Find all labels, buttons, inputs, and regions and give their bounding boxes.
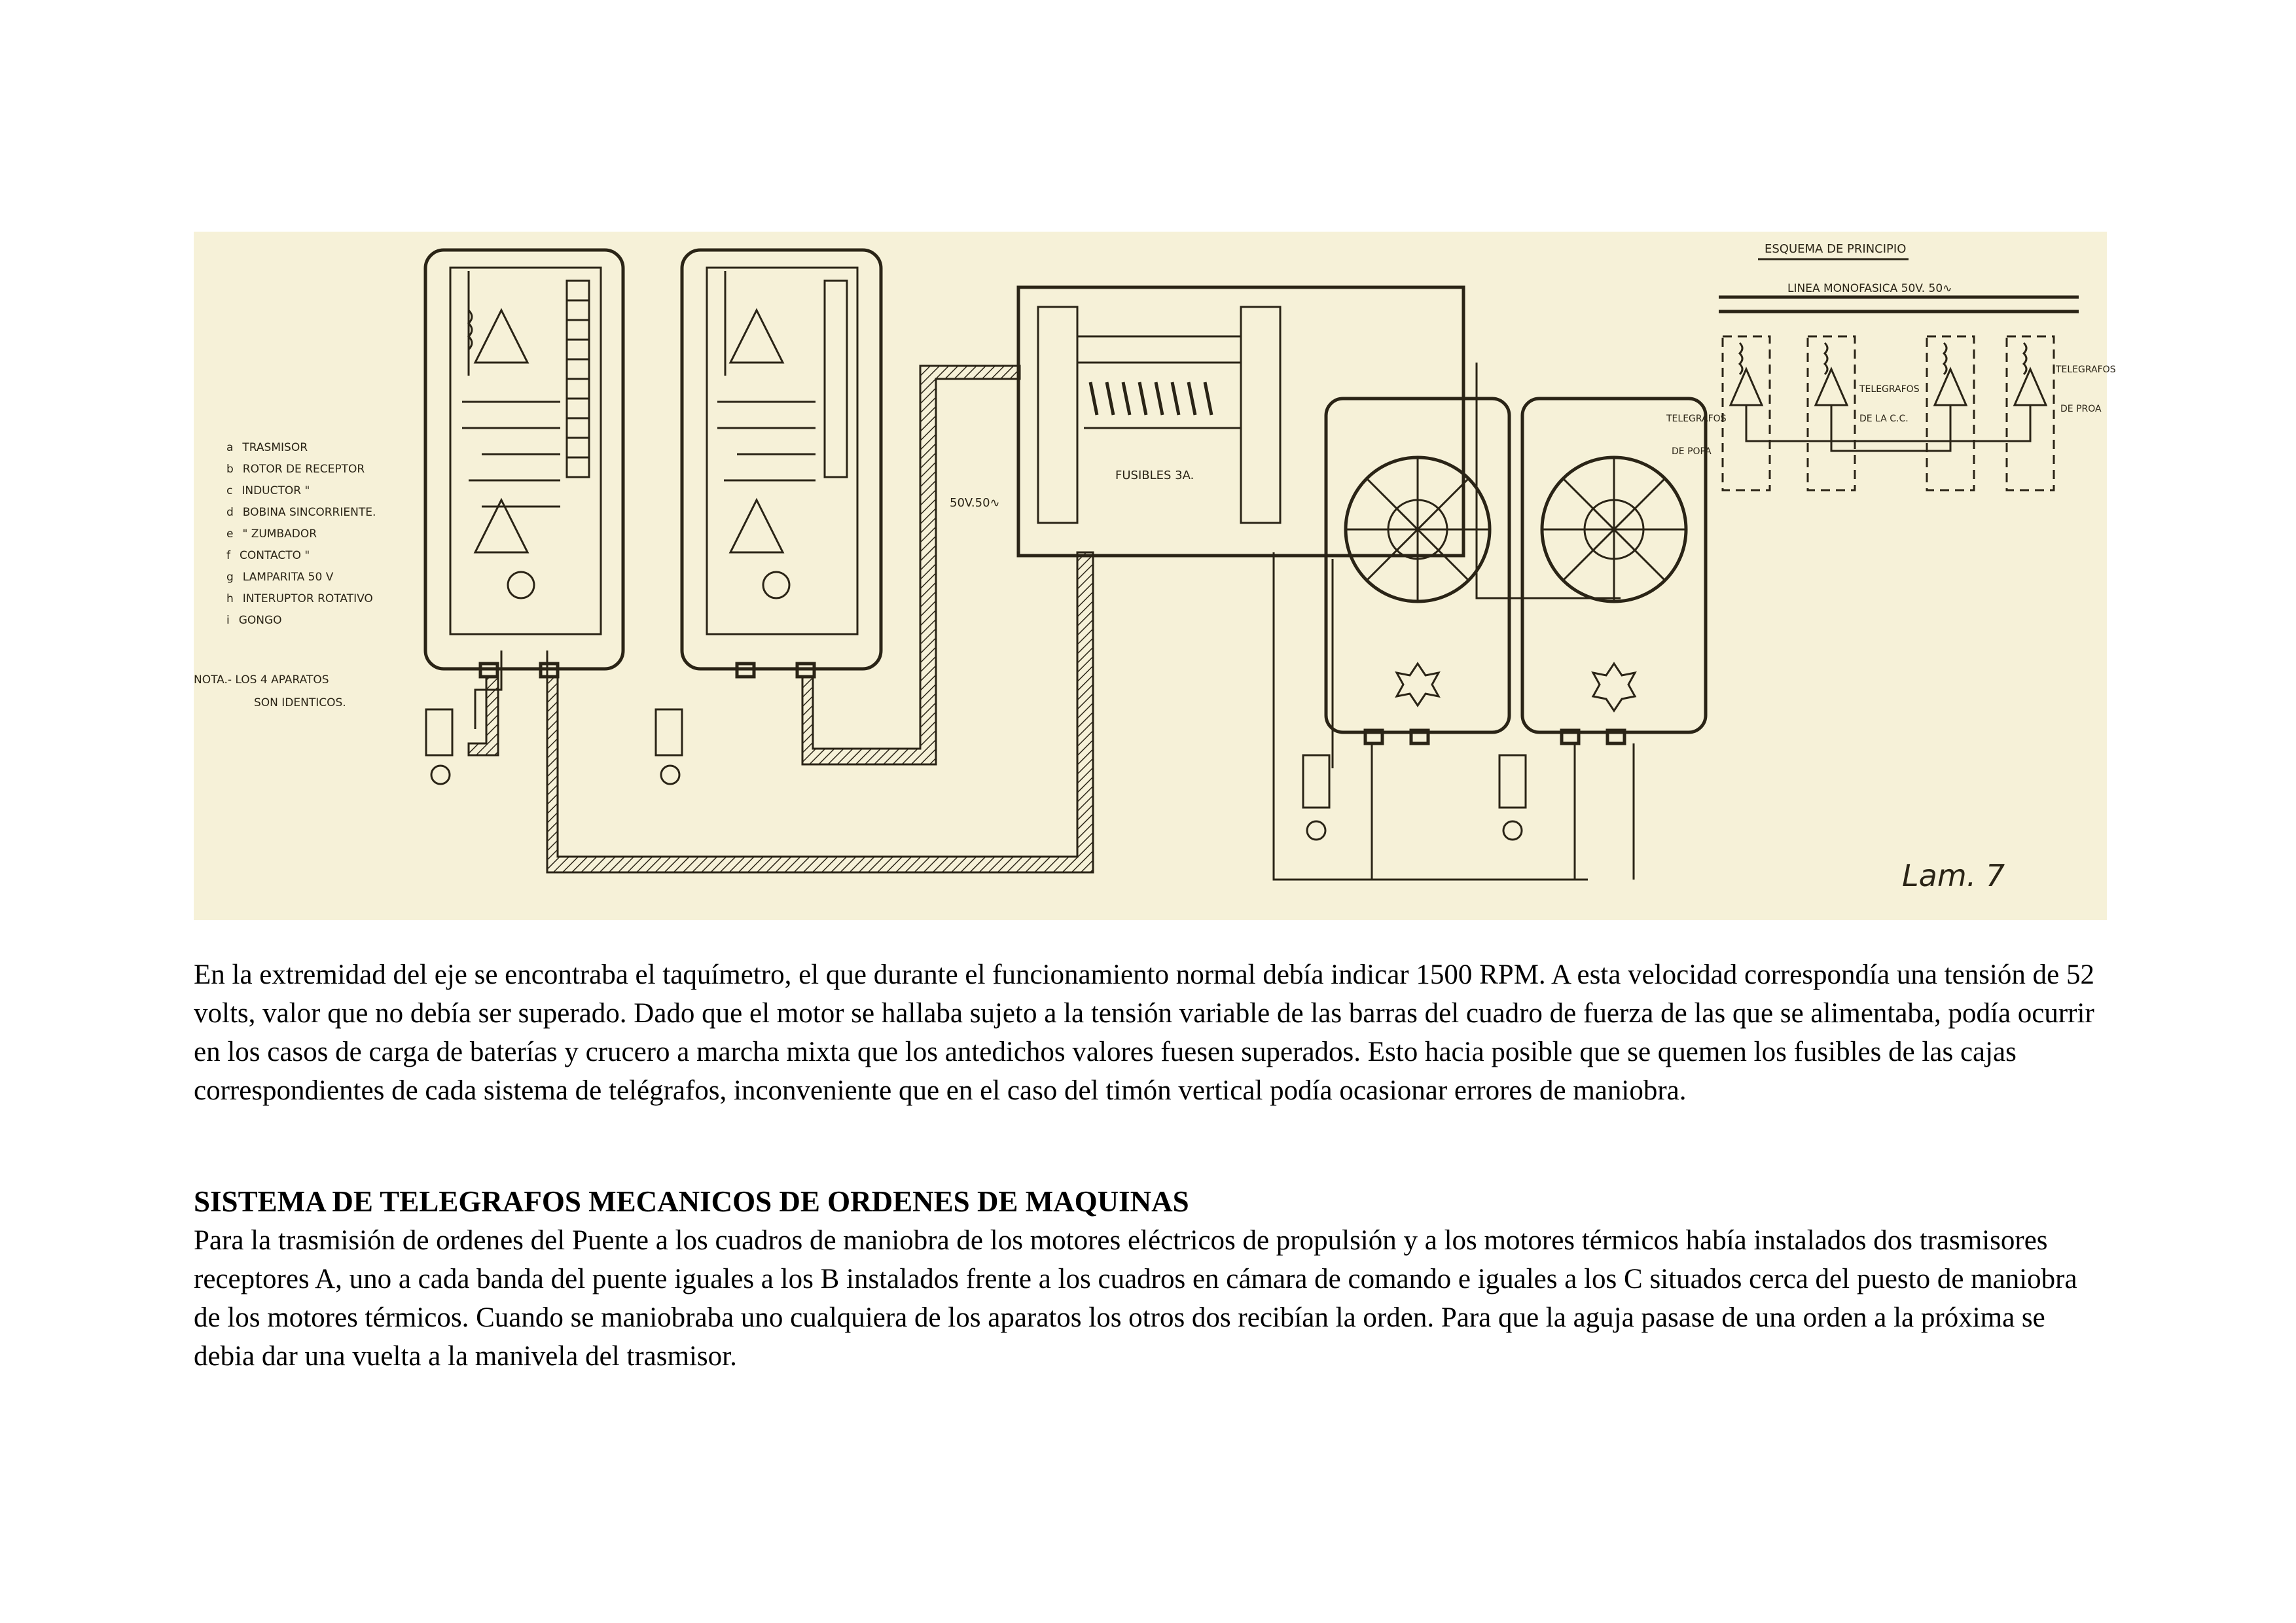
svg-text:cINDUCTOR ": c INDUCTOR " (226, 484, 310, 497)
wiring-diagram (194, 232, 2116, 920)
gong-1 (426, 709, 452, 784)
principle-middle-label-2: DE LA C.C. (1859, 414, 1909, 424)
fuse-box (1018, 287, 1463, 556)
svg-text:e" ZUMBADOR: e " ZUMBADOR (226, 527, 317, 541)
svg-text:iGONGO: i GONGO (226, 614, 282, 627)
principle-schematic (1666, 242, 2116, 490)
principle-right-label-2: DE PROA (2060, 404, 2102, 414)
gong-2 (656, 709, 682, 784)
svg-text:gLAMPARITA 50 V: g LAMPARITA 50 V (226, 571, 334, 584)
svg-text:bROTOR DE RECEPTOR: b ROTOR DE RECEPTOR (226, 463, 365, 476)
supply-label: 50V.50∿ (950, 496, 1000, 510)
svg-text:aTRASMISOR: a TRASMISOR (226, 441, 308, 454)
telegraph-unit-1 (425, 250, 623, 784)
principle-middle-label-1: TELEGRAFOS (1859, 384, 1920, 395)
svg-text:hINTERUPTOR ROTATIVO: h INTERUPTOR ROTATIVO (226, 592, 373, 605)
cable-runs (469, 366, 1093, 872)
section-heading: SISTEMA DE TELEGRAFOS MECANICOS DE ORDENES DE MAQUINAS (194, 1185, 1189, 1218)
note-line-2: SON IDENTICOS. (254, 696, 346, 709)
fuses (1090, 382, 1211, 415)
principle-left-label-1: TELEGRAFOS (1666, 414, 1727, 424)
svg-text:fCONTACTO ": f CONTACTO " (226, 549, 310, 562)
plate-number: Lam. 7 (1902, 858, 2005, 893)
principle-right-label-1: TELEGRAFOS (2056, 365, 2116, 375)
svg-text:dBOBINA SINCORRIENTE.: d BOBINA SINCORRIENTE. (226, 506, 376, 519)
indicator-panel-2 (1372, 399, 1706, 880)
rotary-switch-1 (508, 572, 534, 598)
terminal-block-1 (567, 281, 589, 477)
note-line-1: NOTA.- LOS 4 APARATOS (194, 673, 329, 687)
principle-line-label: LINEA MONOFASICA 50V. 50∿ (1787, 282, 1952, 295)
principle-left-label-2: DE POPA (1672, 446, 1712, 457)
wiring-diagram-plate (194, 232, 2116, 920)
body-paragraph-2: Para la trasmisión de ordenes del Puente a los cuadros de maniobra de los motores eléctricos de propulsión y a los motores térmicos había instalados dos trasmisores receptores A, uno a cada banda del puente iguales a los B instalados frente a los cuadros en cámara de comando e iguales a los C situados cerca del puesto de maniobra de los motores térmicos. Cuando se maniobraba uno cualquiera de los aparatos los otros dos recibían la orden. Para que la aguja pasase de una orden a la próxima se debia dar una vuelta a la manivela del trasmisor. (194, 1225, 2077, 1372)
legend (226, 441, 376, 627)
fuse-label: FUSIBLES 3A. (1115, 469, 1194, 482)
body-paragraph-1: En la extremidad del eje se encontraba el taquímetro, el que durante el funcionamiento normal debía indicar 1500 RPM. A esta velocidad correspondía una tensión de 52 volts, valor que no debía ser superado. Dado que el motor se hallaba sujeto a la tensión variable de las barras del cuadro de fuerza de las que se alimentaba, podía ocurrir en los casos de carga de baterías y crucero a marcha mixta que los antedichos valores fuesen superados. Esto hacia posible que se quemen los fusibles de las cajas correspondientes de cada sistema de telégrafos, inconveniente que en el caso del timón vertical podía ocasionar errores de maniobra. (194, 959, 2094, 1106)
telegraph-unit-2 (656, 250, 881, 784)
principle-title: ESQUEMA DE PRINCIPIO (1765, 242, 1907, 256)
indicator-panel-1 (1303, 399, 1509, 840)
